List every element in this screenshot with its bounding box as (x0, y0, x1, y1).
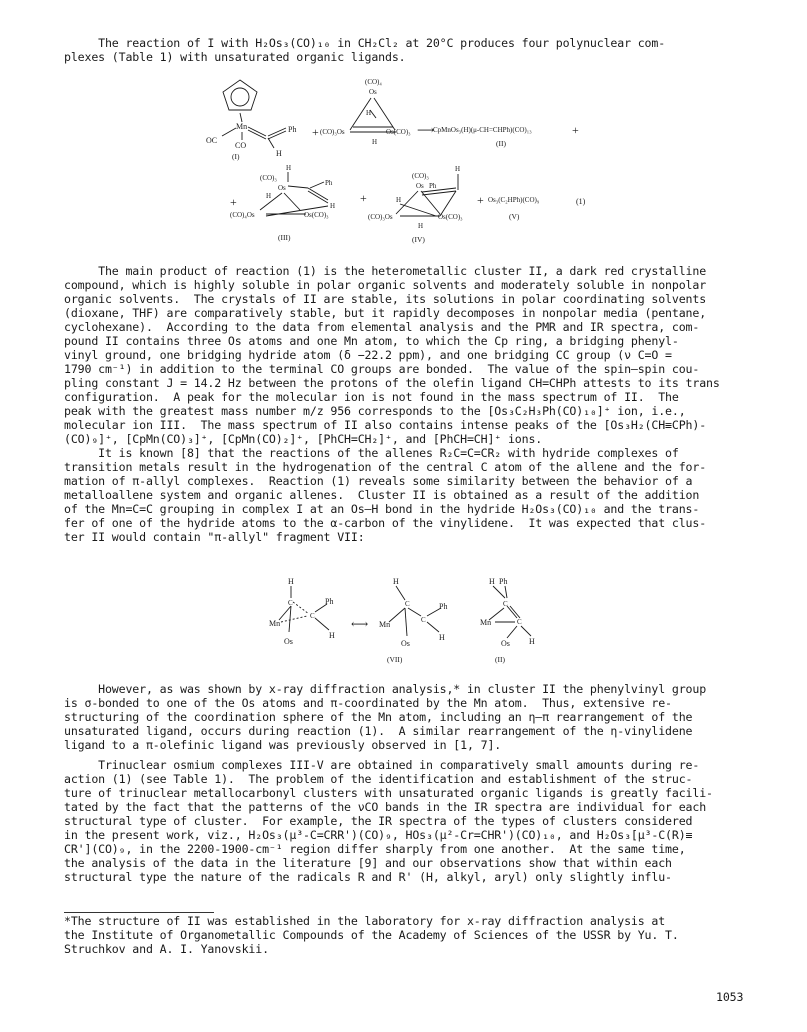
compound-label: (VII) (387, 655, 403, 664)
text-line: peak with the greatest mass number m/z 956 corresponds to the [Os₃C₂H₃Ph(CO)₁₀]⁺ ion, i.e., (64, 404, 686, 418)
plus-sign: + (572, 123, 579, 137)
h-atom-label: H (489, 577, 495, 586)
os-co4-label: (CO)₄Os (230, 211, 255, 219)
ph-group-label: Ph (499, 577, 508, 586)
ph-group-label: Ph (325, 179, 333, 187)
text-line: the analysis of the data in the literature [9] and our observations show that within each (64, 856, 672, 870)
h-atom-label: H (418, 222, 424, 230)
os-atom-label: Os (501, 639, 510, 648)
os-co3-label: Os(CO)₃ (438, 213, 463, 221)
text-line: ter II would contain "π-allyl" fragment VII: (64, 530, 365, 544)
text-line: The main product of reaction (1) is the heterometallic cluster II, a dark red crystalline (64, 264, 707, 278)
os-co3-label: Os(CO)₃ (386, 128, 411, 136)
text-line: vinyl ground, one bridging hydride atom (δ −22.2 ppm), and one bridging CC group (ν C=O = (64, 348, 672, 362)
c-atom-label: C (310, 612, 315, 620)
h-atom-label: H (372, 138, 378, 146)
text-line: cyclohexane). According to the data from elemental analysis and the PMR and IR spectra, com- (64, 320, 700, 334)
co-ligand-label: (CO)₃ (260, 174, 277, 182)
h-atom-label: H (529, 637, 535, 646)
c-atom-label: C (503, 600, 508, 608)
reaction-arrow: ⟶ (417, 123, 435, 137)
text-line: unsaturated ligand, occurs during reaction (1). A similar rearrangement of the η-vinylidene (64, 724, 693, 738)
text-line: in the present work, viz., H₂Os₃(μ³-C=CRR')(CO)₉, HOs₃(μ²-Cr=CHR')(CO)₁₀, and H₂Os₃[μ³-C(R)≡ (64, 828, 693, 842)
text-line: configuration. A peak for the molecular ion is not found in the mass spectrum of II. The (64, 390, 679, 404)
ph-group-label: Ph (439, 602, 448, 611)
compound-label: (V) (509, 212, 520, 221)
text-line: pling constant J = 14.2 Hz between the protons of the olefin ligand CH=CHPh attests to its trans (64, 376, 720, 390)
compound-label: (II) (495, 655, 505, 664)
text-line: However, as was shown by x-ray diffraction analysis,* in cluster II the phenylvinyl group (64, 682, 707, 696)
ph-group-label: Ph (288, 125, 297, 134)
ph-group-label: Ph (429, 182, 437, 190)
h-atom-label: H (439, 633, 445, 642)
footnote-rule (64, 912, 214, 913)
text-line: the Institute of Organometallic Compounds of the Academy of Sciences of the USSR by Yu. T. (64, 928, 679, 942)
os-atom-label: Os (416, 182, 424, 190)
text-line: Struchkov and A. I. Yanovskii. (64, 942, 269, 956)
text-line: is σ-bonded to one of the Os atoms and π-coordinated by the Mn atom. Thus, extensive re- (64, 696, 672, 710)
os-atom-label: Os (278, 184, 286, 192)
co-ligand-label: CO (235, 141, 247, 150)
cp-aromatic-circle (231, 88, 249, 106)
h-atom-label: H (330, 202, 336, 210)
oc-ligand-label: OC (206, 136, 218, 145)
compound-label: (III) (278, 233, 291, 242)
h-atom-label: H (366, 109, 372, 117)
plus-sign: + (312, 125, 319, 139)
compound-label: (IV) (412, 235, 425, 244)
text-line: structuring of the coordination sphere of the Mn atom, including an η–π rearrangement of the (64, 710, 693, 724)
mn-atom-label: Mn (379, 620, 391, 629)
text-line: structural type of cluster. For example, the IR spectra of the types of clusters considered (64, 814, 693, 828)
text-line: 1790 cm⁻¹) in addition to the terminal CO groups are bonded. The value of the spin–spin cou- (64, 362, 700, 376)
cyclopentadienyl-ring (223, 80, 257, 110)
text-line: ligand to a π-olefinic ligand was previously observed in [1, 7]. (64, 738, 502, 752)
text-line: (dioxane, THF) are comparatively stable, but it rapidly decomposes in nonpolar media (pentane, (64, 306, 707, 320)
c-atom-label: C (405, 600, 410, 608)
text-line: tated by the fact that the patterns of the νCO bands in the IR spectra are individual for each (64, 800, 707, 814)
compound-label: (II) (496, 139, 506, 148)
os-co3-label: (CO)₃Os (368, 213, 393, 221)
text-line: Trinuclear osmium complexes III-V are obtained in comparatively small amounts during re- (64, 758, 700, 772)
mn-atom-label: Mn (269, 619, 281, 628)
plus-sign: + (360, 191, 367, 205)
os-atom-label: Os (369, 88, 377, 96)
os-atom-label: Os (284, 637, 293, 646)
os-co3-label: Os(CO)₃ (304, 211, 329, 219)
h-atom-label: H (455, 165, 461, 173)
text-line: (CO)₉]⁺, [CpMn(CO)₃]⁺, [CpMn(CO)₂]⁺, [PhCH=CH₂]⁺, and [PhCH=CH]⁺ ions. (64, 432, 543, 446)
text-line: structural type the nature of the radicals R and R' (H, alkyl, aryl) only slightly influ- (64, 870, 672, 884)
c-atom-label: C (288, 599, 293, 607)
product-formula: CpMnOs₃(H)(μ-CH=CHPh)(CO)₁₃ (433, 126, 532, 134)
text-line: CR'](CO)₉, in the 2200-1900-cm⁻¹ region differ sharply from one another. At the same time, (64, 842, 686, 856)
text-line: *The structure of II was established in the laboratory for x-ray diffraction analysis at (64, 914, 666, 928)
text-line: plexes (Table 1) with unsaturated organic ligands. (64, 50, 406, 64)
text-line: fer of one of the hydride atoms to the α-carbon of the vinylidene. It was expected that clus- (64, 516, 707, 530)
text-line: It is known [8] that the reactions of the allenes R₂C=C=CR₂ with hydride complexes of (64, 446, 679, 460)
plus-sign: + (477, 193, 484, 207)
text-line: pound II contains three Os atoms and one Mn atom, to which the Cp ring, a bridging phenyl- (64, 334, 679, 348)
text-line: organic solvents. The crystals of II are stable, its solutions in polar coordinating solvents (64, 292, 707, 306)
h-atom-label: H (276, 149, 282, 158)
mn-atom-label: Mn (480, 618, 492, 627)
os-co3-label: (CO)₃Os (320, 128, 345, 136)
text-line: transition metals result in the hydrogenation of the central C atom of the allene and the for- (64, 460, 707, 474)
co-ligand-label: (CO)₄ (365, 78, 382, 86)
plus-sign: + (230, 195, 237, 209)
text-line: compound, which is highly soluble in polar organic solvents and moderately soluble in nonpolar (64, 278, 707, 292)
h-atom-label: H (396, 196, 402, 204)
text-line: The reaction of I with H₂Os₃(CO)₁₀ in CH₂Cl₂ at 20°C produces four polynuclear com- (64, 36, 666, 50)
text-line: molecular ion III. The mass spectrum of II also contains intense peaks of the [Os₃H₂(CH≡CPh)- (64, 418, 707, 432)
h-atom-label: H (266, 192, 272, 200)
h-atom-label: H (329, 631, 335, 640)
text-line: action (1) (see Table 1). The problem of the identification and establishment of the struc- (64, 772, 693, 786)
page-number: 1053 (716, 990, 744, 1004)
c-atom-label: C (517, 618, 522, 626)
h-atom-label: H (286, 164, 292, 172)
compound-label: (I) (232, 152, 240, 161)
h-atom-label: H (288, 577, 294, 586)
reaction-scheme-1 (200, 70, 620, 250)
text-line: mation of π-allyl complexes. Reaction (1) reveals some similarity between the behavior of a (64, 474, 693, 488)
text-line: ture of trinuclear metallocarbonyl clusters with unsaturated organic ligands is greatly facili- (64, 786, 713, 800)
c-atom-label: C (421, 616, 426, 624)
text-line: of the Mn=C=C grouping in complex I at an Os—H bond in the hydride H₂Os₃(CO)₁₀ and the trans- (64, 502, 700, 516)
product-formula: Os₃(C₂HPh)(CO)₉ (488, 196, 540, 204)
co-ligand-label: (CO)₃ (412, 172, 429, 180)
ph-group-label: Ph (325, 597, 334, 606)
resonance-arrow: ⟷ (351, 617, 369, 631)
text-line: metalloallene system and organic allenes. Cluster II is obtained as a result of the addition (64, 488, 700, 502)
os-atom-label: Os (401, 639, 410, 648)
mn-atom-label: Mn (236, 122, 248, 131)
h-atom-label: H (393, 577, 399, 586)
equation-number: (1) (576, 197, 586, 206)
resonance-scheme-vii (255, 572, 555, 672)
